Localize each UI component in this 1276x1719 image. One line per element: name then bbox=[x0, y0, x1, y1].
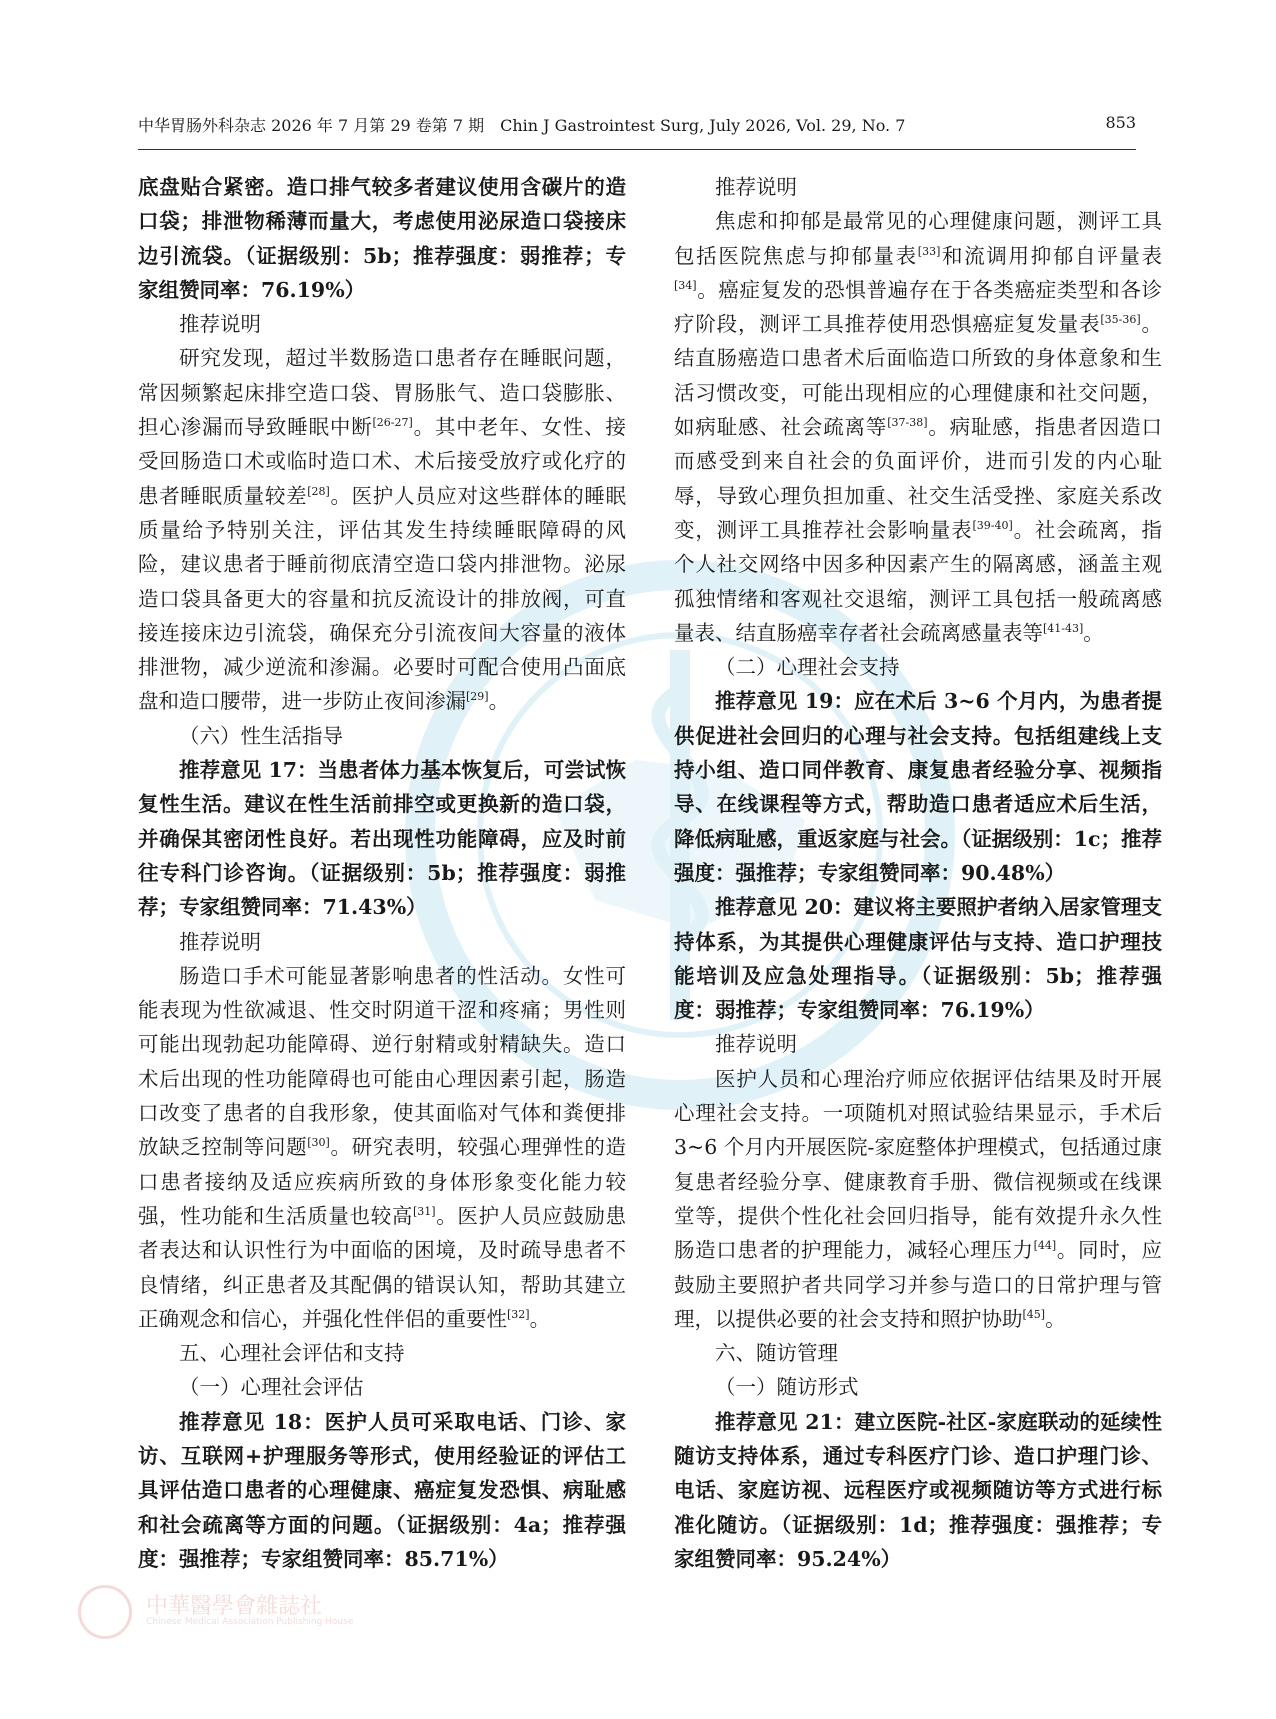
page-number: 853 bbox=[1105, 113, 1136, 132]
paragraph bbox=[138, 307, 626, 341]
paragraph bbox=[674, 890, 1162, 1027]
paragraph-text: 焦虑和抑郁是最常见的心理健康问题，测评工具包括医院焦虑与抑郁量表 bbox=[674, 209, 1162, 268]
paragraph-text: 。 bbox=[488, 689, 510, 714]
paragraph-text: （六）性生活指导 bbox=[179, 723, 343, 748]
citation-ref: [45] bbox=[1022, 1307, 1046, 1321]
citation-ref: [32] bbox=[507, 1307, 530, 1321]
citation-ref: [41-43] bbox=[1043, 622, 1084, 636]
paragraph-text: 。 bbox=[529, 1306, 551, 1331]
paragraph-text: 。结直肠癌造口患者术后面临造口所致的身体意象和生活习惯改变，可能出现相应的心理健康和社交问题，如病耻感、社会疏离等 bbox=[674, 312, 1163, 440]
paragraph bbox=[674, 1336, 1162, 1370]
paragraph bbox=[138, 753, 626, 924]
paragraph-text: 推荐说明 bbox=[715, 1032, 797, 1057]
paragraph bbox=[138, 341, 626, 718]
paragraph-text: 。社会疏离，指个人社交网络中因多种因素产生的隔离感，涵盖主观孤独情绪和客观社交退缩，测评工具包括一般疏离感量表、结直肠癌幸存者社会疏离感量表等 bbox=[674, 517, 1162, 645]
paragraph-text: 推荐说明 bbox=[179, 312, 261, 337]
paragraph bbox=[674, 1405, 1162, 1576]
paragraph bbox=[674, 650, 1162, 684]
citation-ref: [28] bbox=[307, 484, 330, 498]
paragraph-text: （一）随访形式 bbox=[715, 1375, 859, 1400]
paragraph bbox=[674, 1062, 1162, 1336]
running-header bbox=[138, 113, 1136, 150]
paragraph bbox=[138, 719, 626, 753]
paragraph bbox=[138, 925, 626, 959]
paragraph bbox=[138, 1336, 626, 1370]
paragraph-text: 六、随访管理 bbox=[715, 1341, 838, 1366]
right-column bbox=[674, 170, 1162, 1576]
paragraph-text: 。医护人员应鼓励患者表达和认识性行为中面临的困境，及时疏导患者不良情绪，纠正患者及其配偶的错误认知，帮助其建立正确观念和信心，并强化性伴侣的重要性 bbox=[138, 1203, 627, 1331]
paragraph-text: 推荐意见 21：建立医院-社区-家庭联动的延续性随访支持体系，通过专科医疗门诊、造口护理门诊、电话、家庭访视、远程医疗或视频随访等方式进行标准化随访。（证据级别：1d；推荐强度：强推荐；专家组赞同率：95.24%） bbox=[674, 1409, 1162, 1571]
paragraph-text: 。其中老年、女性、接受回肠造口术或临时造口术、术后接受放疗或化疗的患者睡眠质量较差 bbox=[138, 415, 627, 508]
paragraph-text: 。 bbox=[1045, 1306, 1066, 1331]
citation-ref: [37-38] bbox=[887, 416, 928, 430]
paragraph bbox=[674, 1027, 1162, 1061]
paragraph-text: 推荐说明 bbox=[179, 929, 261, 954]
paragraph-text: 推荐说明 bbox=[715, 175, 797, 199]
paragraph-text: 。医护人员应对这些群体的睡眠质量给予特别关注，评估其发生持续睡眠障碍的风险，建议患者于睡前彻底清空造口袋内排泄物。泌尿造口袋具备更大的容量和抗反流设计的排放阀，可直接连接床边引流袋，确保充分引流夜间大容量的液体排泄物，减少逆流和渗漏。必要时可配合使用凸面底盘和造口腰带，进一步防止夜间渗漏 bbox=[138, 483, 627, 714]
paragraph-text: 。病耻感，指患者因造口而感受到来自社会的负面评价，进而引发的内心耻辱，导致心理负担加重、社交生活受挫、家庭关系改变，测评工具推荐社会影响量表 bbox=[674, 415, 1163, 542]
paragraph-text: （一）心理社会评估 bbox=[179, 1375, 364, 1400]
citation-ref: [34] bbox=[674, 279, 697, 293]
paragraph-text: （二）心理社会支持 bbox=[715, 655, 900, 680]
citation-ref: [39-40] bbox=[972, 519, 1013, 533]
publisher-name: 中華醫學會雜誌社 bbox=[146, 1594, 323, 1619]
paragraph bbox=[674, 204, 1162, 650]
citation-ref: [35-36] bbox=[1100, 313, 1141, 327]
paragraph-text: 和流调用抑郁自评量表 bbox=[940, 243, 1163, 268]
paragraph bbox=[138, 959, 626, 1336]
paragraph-text: 。 bbox=[1083, 620, 1104, 645]
paragraph-text: 。同时，应鼓励主要照护者共同学习并参与造口的日常护理与管理，以提供必要的社会支持和照护协助 bbox=[674, 1238, 1163, 1331]
citation-ref: [44] bbox=[1033, 1239, 1057, 1253]
paragraph-text: 推荐意见 18：医护人员可采取电话、门诊、家访、互联网+护理服务等形式，使用经验证的评估工具评估造口患者的心理健康、癌症复发恐惧、病耻感和社会疏离等方面的问题。（证据级别：4a；推荐强度：强推荐；专家组赞同率：85.71%） bbox=[138, 1409, 626, 1571]
paragraph bbox=[138, 170, 626, 307]
paragraph-text: 肠造口手术可能显著影响患者的性活动。女性可能表现为性欲减退、性交时阴道干涩和疼痛；男性则可能出现勃起功能障碍、逆行射精或射精缺失。造口术后出现的性功能障碍也可能由心理因素引起，肠造口改变了患者的自我形象，使其面临对气体和粪便排放缺乏控制等问题 bbox=[138, 963, 626, 1160]
paragraph bbox=[138, 1370, 626, 1404]
citation-ref: [31] bbox=[413, 1205, 436, 1219]
paragraph-text: 。癌症复发的恐惧普遍存在于各类癌症类型和各诊疗阶段，测评工具推荐使用恐惧癌症复发量表 bbox=[674, 277, 1162, 337]
paragraph-text: 推荐意见 17：当患者体力基本恢复后，可尝试恢复性生活。建议在性生活前排空或更换新的造口袋，并确保其密闭性良好。若出现性功能障碍，应及时前往专科门诊咨询。（证据级别：5b；推荐强度：弱推荐；专家组赞同率：71.43%） bbox=[138, 758, 626, 920]
paragraph bbox=[674, 1370, 1162, 1404]
left-column bbox=[138, 170, 626, 1576]
paragraph bbox=[674, 170, 1162, 204]
publisher-logo bbox=[78, 1585, 598, 1635]
paragraph-text: 五、心理社会评估和支持 bbox=[179, 1341, 405, 1366]
paragraph-text: 推荐意见 20：建议将主要照护者纳入居家管理支持体系，为其提供心理健康评估与支持、造口护理技能培训及应急处理指导。（证据级别：5b；推荐强度：弱推荐；专家组赞同率：76.19%） bbox=[674, 895, 1162, 1023]
publisher-subtitle: Chinese Medical Association Publishing House bbox=[146, 1617, 354, 1627]
paragraph bbox=[674, 684, 1162, 890]
citation-ref: [26-27] bbox=[372, 416, 413, 430]
paragraph-text: 推荐意见 19：应在术后 3~6 个月内，为患者提供促进社会回归的心理与社会支持。包括组建线上支持小组、造口同伴教育、康复患者经验分享、视频指导、在线课程等方式，帮助造口患者适应术后生活，降低病耻感，重返家庭与社会。（证据级别：1c；推荐强度：强推荐；专家组赞同率：90.48%） bbox=[674, 689, 1162, 885]
citation-ref: [29] bbox=[466, 690, 489, 704]
paragraph-text: 医护人员和心理治疗师应依据评估结果及时开展心理社会支持。一项随机对照试验结果显示，手术后 3~6 个月内开展医院-家庭整体护理模式，包括通过康复患者经验分享、健康教育手册、微信视频或在线课堂等，提供个性化社会回归指导，能有效提升永久性肠造口患者的护理能力，减轻心理压力 bbox=[674, 1066, 1162, 1263]
paragraph bbox=[138, 1405, 626, 1576]
citation-ref: [30] bbox=[307, 1136, 330, 1150]
seal-icon bbox=[78, 1585, 132, 1639]
citation-ref: [33] bbox=[917, 244, 941, 258]
paragraph-text: 。研究表明，较强心理弹性的造口患者接纳及适应疾病所致的身体形象变化能力较强，性功能和生活质量也较高 bbox=[138, 1135, 627, 1228]
paragraph-text: 研究发现，超过半数肠造口患者存在睡眠问题，常因频繁起床排空造口袋、胃肠胀气、造口袋膨胀、担心渗漏而导致睡眠中断 bbox=[138, 346, 626, 440]
journal-citation: 中华胃肠外科杂志 2026 年 7 月第 29 卷第 7 期 Chin J Gastrointest Surg, July 2026, Vol. 29, No. 7 bbox=[138, 116, 906, 135]
paragraph-text: 底盘贴合紧密。造口排气较多者建议使用含碳片的造口袋；排泄物稀薄而量大，考虑使用泌尿造口袋接床边引流袋。（证据级别：5b；推荐强度：弱推荐；专家组赞同率：76.19%） bbox=[138, 175, 626, 302]
